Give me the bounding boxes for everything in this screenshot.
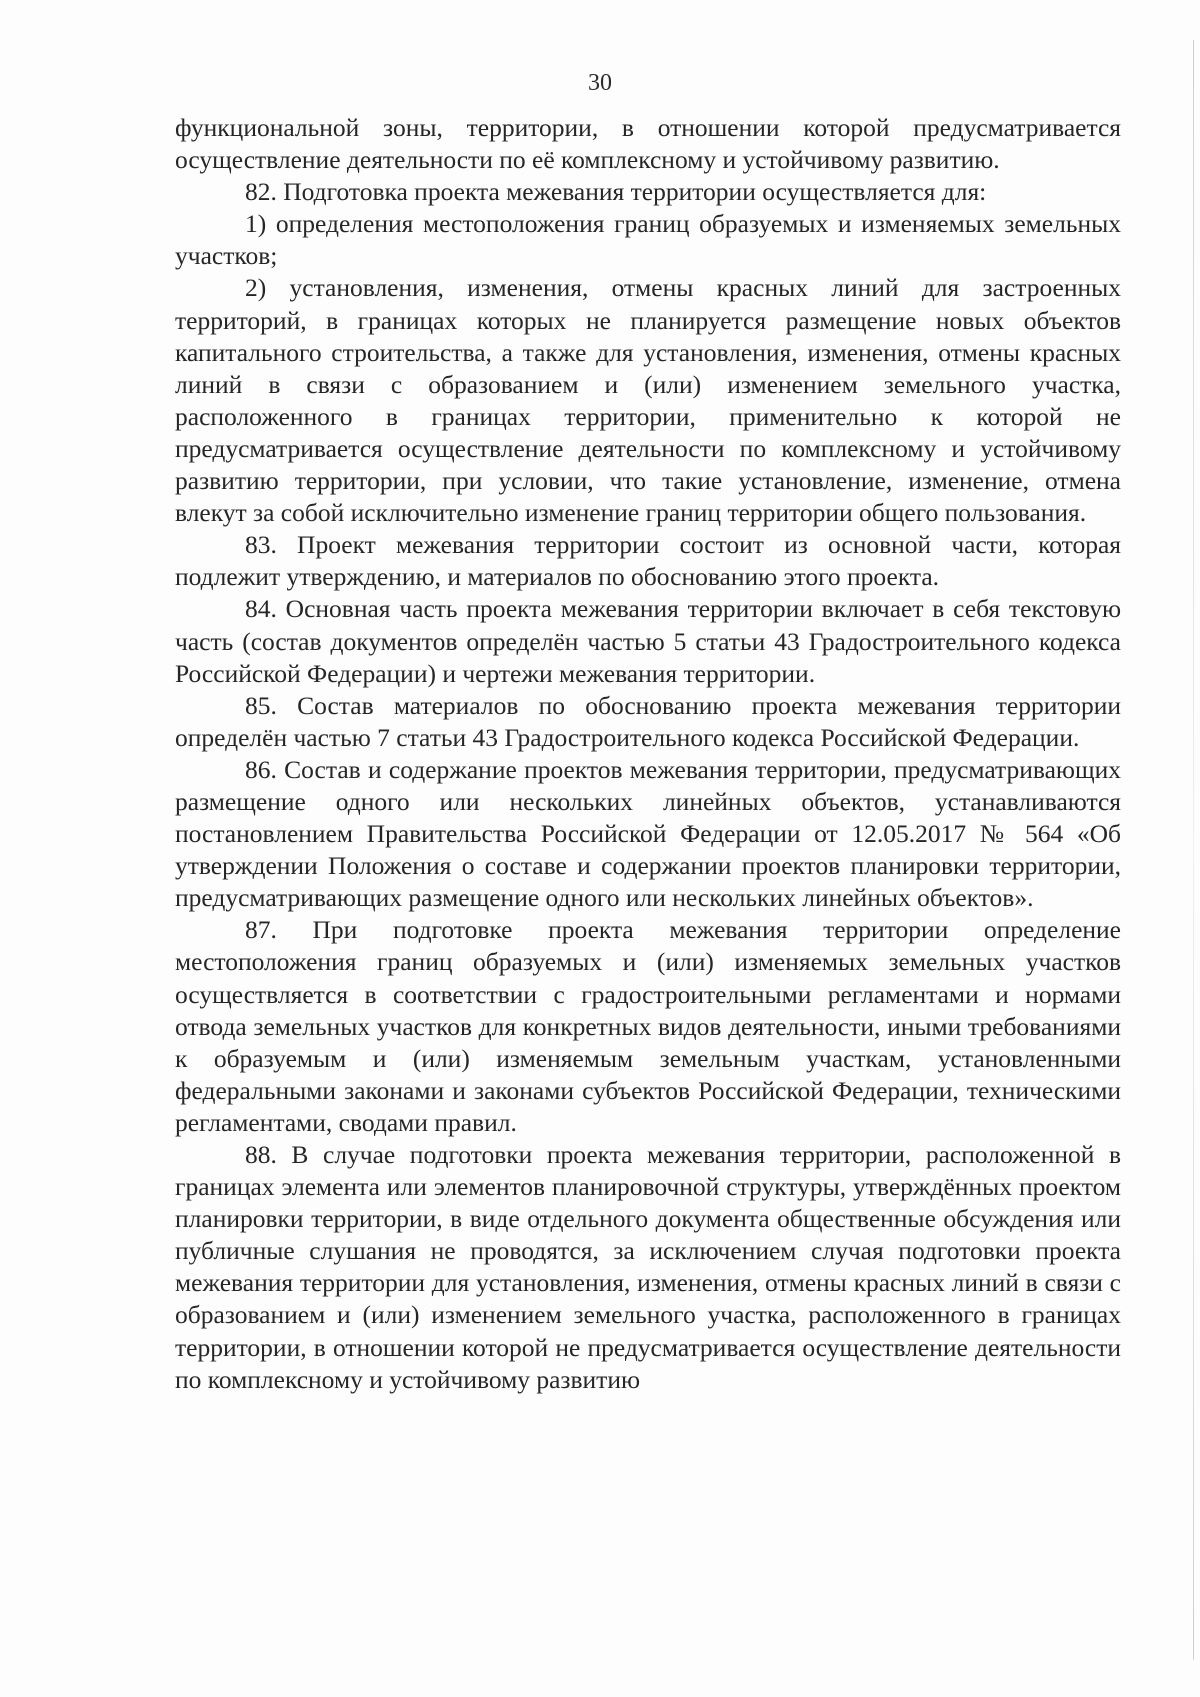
paragraph-88: 88. В случае подготовки проекта межевания территории, расположенной в границах элемента или элементов планировочной структуры, утверждённых проектом планировки территории, в виде отдельного документа общественные обсуждения или публичные слушания не проводятся, за исключением случая подготовки проекта межевания территории для установления, изменения, отмены красных линий в связи с образованием и (или) изменением земельного участка, расположенного в границах территории, в отношении которой не предусматривается осуществление деятельности по комплексному и устойчивому развитию (175, 1140, 1121, 1394)
paragraph-83: 83. Проект межевания территории состоит из основной части, которая подлежит утверждению, и материалов по обоснованию этого проекта. (175, 530, 1121, 592)
paragraph-84: 84. Основная часть проекта межевания территории включает в себя текстовую часть (состав документов определён частью 5 статьи 43 Градостроительного кодекса Российской Федерации) и чертежи межевания территории. (175, 594, 1121, 688)
paragraph-82-item-1: 1) определения местоположения границ образуемых и изменяемых земельных участков; (175, 209, 1121, 271)
paragraph-85: 85. Состав материалов по обоснованию проекта межевания территории определён частью 7 статьи 43 Градостроительного кодекса Российской Федерации. (175, 690, 1121, 752)
paragraph-82: 82. Подготовка проекта межевания территории осуществляется для: (245, 177, 987, 207)
paragraph-82-item-2: 2) установления, изменения, отмены красных линий для застроенных территорий, в границах которых не планируется размещение новых объектов капитального строительства, а также для установления, изменения, отмены красных линий в связи с образованием и (или) изменением земельного участка, расположенного в границах территории, применительно к которой не предусматривается осуществление деятельности по комплексному и устойчивому развитию территории, при условии, что такие установление, изменение, отмена влекут за собой исключительно изменение границ территории общего пользования. (175, 273, 1121, 528)
document-body (175, 112, 1121, 1396)
paragraph-87: 87. При подготовке проекта межевания территории определение местоположения границ образуемых и (или) изменяемых земельных участков осуществляется в соответствии с градостроительными регламентами и нормами отвода земельных участков для конкретных видов деятельности, иными требованиями к образуемым и (или) изменяемым земельным участкам, установленными федеральными законами и законами субъектов Российской Федерации, техническими регламентами, сводами правил. (175, 915, 1121, 1137)
paragraph-86: 86. Состав и содержание проектов межевания территории, предусматривающих размещение одного или нескольких линейных объектов, устанавливаются постановлением Правительства Российской Федерации от 12.05.2017 № 564 «Об утверждении Положения о составе и содержании проектов планировки территории, предусматривающих размещение одного или нескольких линейных объектов». (175, 754, 1121, 913)
scan-edge-line (1193, 40, 1194, 1660)
page-number: 30 (588, 70, 612, 96)
paragraph-continuation: функциональной зоны, территории, в отношении которой предусматривается осуществление деятельности по её комплексному и устойчивому развитию. (175, 113, 1121, 175)
